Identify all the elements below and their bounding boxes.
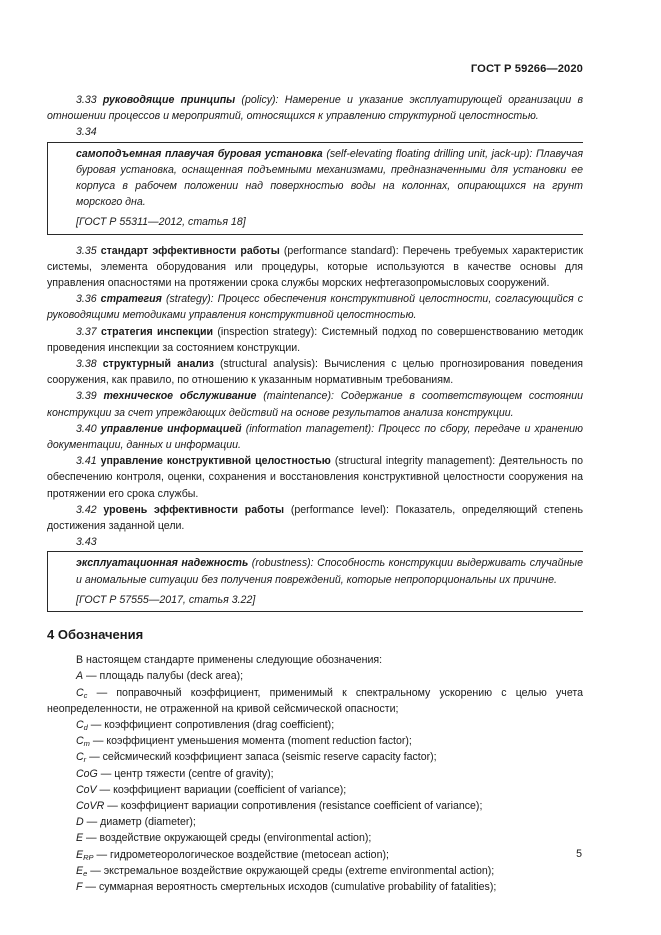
page-number: 5: [576, 848, 582, 860]
symbol-name: C: [76, 735, 84, 748]
reference-3-43: [ГОСТ Р 57555—2017, статья 3.22]: [76, 593, 256, 606]
definition-box-3-43: [47, 551, 583, 612]
definition-3-39: 3.39 техническое обслуживание (maintenance): Содержание в соответствующем состоянии конструкции за счет упреждающих действий на основе результатов анализа конструкции.: [47, 390, 583, 419]
definition-3-40: 3.40 управление информацией (information management): Процесс по сбору, передаче и хранению документации, данных и информации.: [47, 422, 584, 452]
symbol-name: C: [76, 718, 84, 731]
symbol-name: F: [76, 880, 83, 893]
symbol-subscript: c: [83, 690, 88, 700]
symbol-description: — диаметр (diameter);: [83, 816, 196, 829]
symbol-item: [47, 766, 583, 782]
definition-3-42: 3.42 уровень эффективности работы (performance level): Показатель, определяющий степень достижения заданной цели.: [47, 503, 583, 533]
symbol-description: — центр тяжести (centre of gravity);: [97, 767, 274, 780]
symbol-description: — коэффициент уменьшения момента (moment reduction factor);: [89, 735, 412, 748]
symbol-name: A: [76, 670, 84, 683]
definition-number-3-43: 3.43: [76, 536, 97, 549]
symbol-list: [47, 668, 583, 895]
definition-3-41: 3.41 управление конструктивной целостностью (structural integrity management): Деятельность по обеспечению контроля, оценки, сохранения и восстановления конструктивной целостности сооружения на протяжении его срока службы.: [47, 455, 583, 500]
symbol-description: — коэффициент вариации (coefficient of variance);: [96, 783, 347, 796]
document-code-header: ГОСТ Р 59266—2020: [470, 63, 583, 75]
reference-3-34: [ГОСТ Р 55311—2012, статья 18]: [76, 216, 246, 229]
symbol-description: — сейсмический коэффициент запаса (seismic reserve capacity factor);: [86, 751, 437, 764]
symbol-name: C: [76, 686, 84, 699]
symbol-name: CoV: [76, 783, 97, 796]
symbol-item: [47, 863, 583, 879]
symbol-item: [47, 717, 583, 733]
symbol-subscript: RP: [83, 852, 94, 862]
definition-3-37: 3.37 стратегия инспекции (inspection strategy): Системный подход по совершенствованию методик проведения инспекции за состоянием конструкции.: [47, 325, 583, 354]
symbol-item: [47, 685, 583, 717]
definition-3-33: 3.33 руководящие принципы (policy): Намерение и указание эксплуатирующей организации в отношении процессов и мероприятий, относящихся к управлению структурной целостностью.: [47, 94, 583, 123]
symbol-item: [47, 847, 583, 863]
definition-3-38: 3.38 структурный анализ (structural analysis): Вычисления с целью прогнозирования поведения сооружения, как правило, по отношению к указанным нормативным требованиям.: [47, 358, 583, 387]
symbol-description: — коэффициент сопротивления (drag coefficient);: [87, 718, 335, 731]
symbol-subscript: m: [83, 739, 90, 749]
symbol-description: — экстремальное воздействие окружающей среды (extreme environmental action);: [87, 864, 495, 877]
definition-box-3-34: [47, 142, 583, 235]
symbol-description: — площадь палубы (deck area);: [83, 670, 244, 683]
symbol-name: CoG: [76, 767, 98, 780]
symbol-subscript: d: [83, 722, 88, 732]
section-4-title: 4 Обозначения: [47, 627, 144, 643]
symbol-description: — поправочный коэффициент, применимый к спектральному ускорению с целью учета неопределенности, не отраженной на кривой сейсмической опасности;: [47, 686, 583, 715]
symbol-item: [47, 668, 583, 684]
symbol-name: E: [76, 864, 84, 877]
symbol-name: E: [76, 848, 84, 861]
symbol-name: D: [76, 816, 84, 829]
section-4-intro: В настоящем стандарте применены следующие обозначения:: [76, 654, 383, 667]
symbol-description: — коэффициент вариации сопротивления (resistance coefficient of variance);: [104, 799, 483, 812]
symbol-item: [47, 830, 583, 846]
symbol-description: — гидрометеорологическое воздействие (metocean action);: [93, 848, 389, 861]
definition-3-36: 3.36 стратегия (strategy): Процесс обеспечения конструктивной целостности, согласующийся с руководящими методиками управления конструктивной целостностью.: [47, 293, 583, 322]
symbol-item: [47, 879, 583, 895]
page-content: [47, 92, 583, 895]
symbol-description: — суммарная вероятность смертельных исходов (cumulative probability of fatalities);: [82, 880, 497, 893]
definition-3-43: эксплуатационная надежность (robustness): Способность конструкции выдерживать случайные и аномальные ситуации без получения повреждений, которые непропорциональны их причине.: [76, 557, 583, 586]
definition-3-35: 3.35 стандарт эффективности работы (performance standard): Перечень требуемых характеристик системы, элемента оборудования или процедуры, которые используются в качестве основы для управления опасностями на протяжении срока службы морских нефтегазопромысловых сооружений.: [47, 244, 583, 290]
symbol-item: [47, 814, 583, 830]
symbol-name: C: [76, 751, 84, 764]
symbol-description: — воздействие окружающей среды (environmental action);: [83, 832, 372, 845]
symbol-item: [47, 733, 583, 749]
symbol-item: [47, 782, 583, 798]
definition-number-3-34: 3.34: [76, 126, 97, 139]
definition-3-34: самоподъемная плавучая буровая установка (self-elevating floating drilling unit, jack-up): Плавучая буровая установка, оснащенная подъемными механизмами, предназначенными для установки ее корпуса в рабочем положении над поверхностью воды на колоннах, опирающихся на грунт морского дна.: [76, 147, 583, 209]
symbol-item: [47, 749, 583, 765]
symbol-item: [47, 798, 583, 814]
symbol-subscript: e: [83, 868, 88, 878]
symbol-name: E: [76, 832, 84, 845]
symbol-subscript: r: [83, 755, 87, 765]
symbol-name: CoVR: [76, 799, 105, 812]
